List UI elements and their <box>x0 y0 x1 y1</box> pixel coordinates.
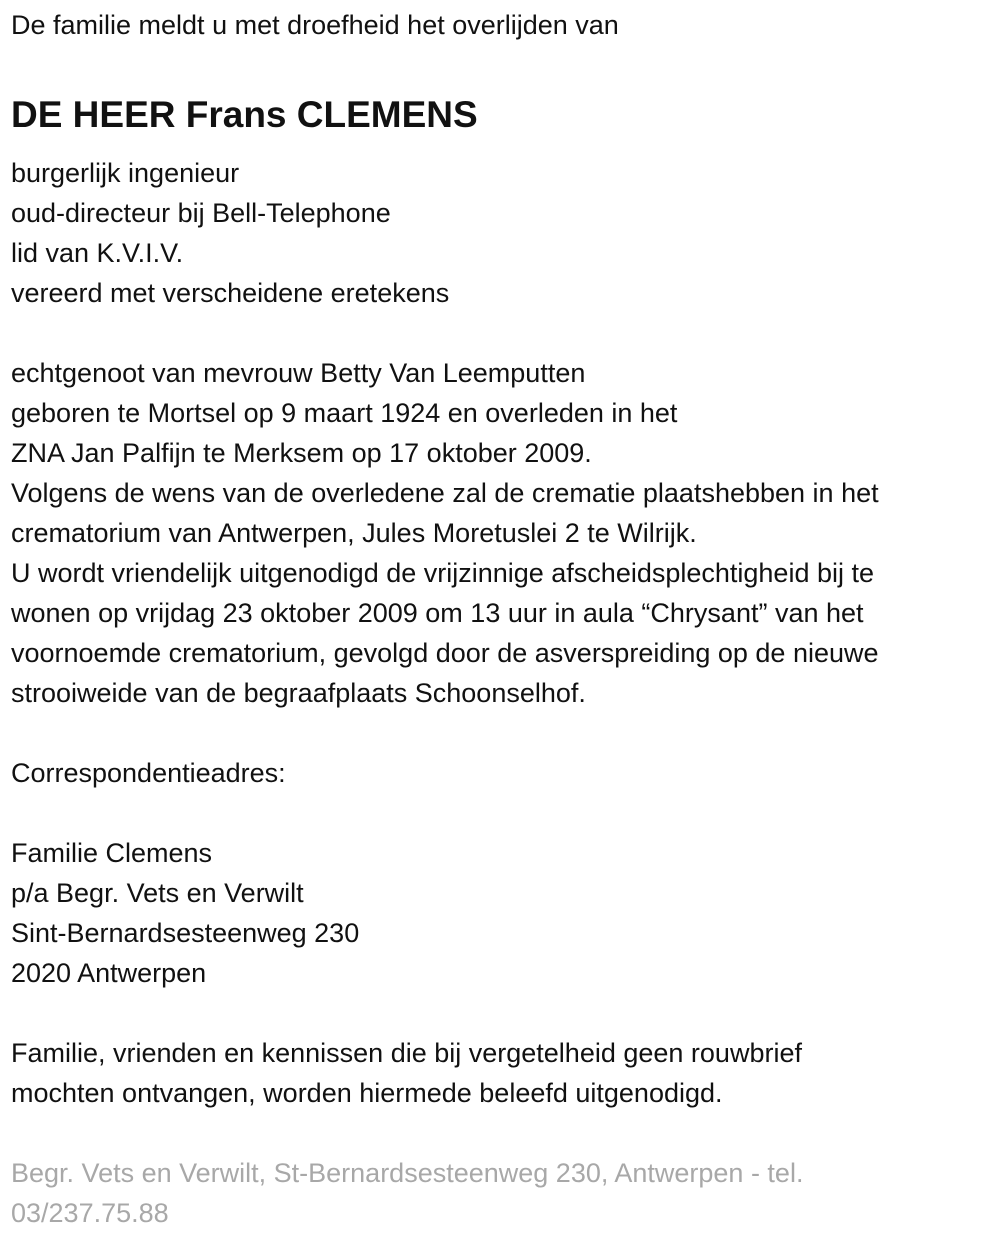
body-line: voornoemde crematorium, gevolgd door de asverspreiding op de nieuwe <box>11 638 879 668</box>
closing-text <box>11 1033 1000 1113</box>
body-line: Volgens de wens van de overledene zal de crematie plaatshebben in het <box>11 478 879 508</box>
title-line: oud-directeur bij Bell-Telephone <box>11 198 391 228</box>
body-line: crematorium van Antwerpen, Jules Moretuslei 2 te Wilrijk. <box>11 518 697 548</box>
closing-line: Familie, vrienden en kennissen die bij vergetelheid geen rouwbrief <box>11 1038 802 1068</box>
address-line: p/a Begr. Vets en Verwilt <box>11 878 304 908</box>
body-line: echtgenoot van mevrouw Betty Van Leemputten <box>11 358 586 388</box>
address-block <box>11 833 1000 993</box>
address-line: 2020 Antwerpen <box>11 958 207 988</box>
address-line: Sint-Bernardsesteenweg 230 <box>11 918 360 948</box>
deceased-name: DE HEER Frans CLEMENS <box>11 94 478 135</box>
body-line: wonen op vrijdag 23 oktober 2009 om 13 uur in aula “Chrysant” van het <box>11 598 864 628</box>
body-line: ZNA Jan Palfijn te Merksem op 17 oktober 2009. <box>11 438 592 468</box>
body-line: U wordt vriendelijk uitgenodigd de vrijzinnige afscheidsplechtigheid bij te <box>11 558 874 588</box>
body-text <box>11 353 1000 713</box>
funeral-home-footer <box>11 1153 1000 1233</box>
closing-line: mochten ontvangen, worden hiermede beleefd uitgenodigd. <box>11 1078 723 1108</box>
footer-line: Begr. Vets en Verwilt, St-Bernardsesteenweg 230, Antwerpen - tel. <box>11 1158 804 1188</box>
titles-list <box>11 153 1000 313</box>
address-line: Familie Clemens <box>11 838 213 868</box>
title-line: vereerd met verscheidene eretekens <box>11 278 450 308</box>
footer-phone: 03/237.75.88 <box>11 1198 169 1228</box>
body-line: geboren te Mortsel op 9 maart 1924 en overleden in het <box>11 398 678 428</box>
intro-text: De familie meldt u met droefheid het overlijden van <box>11 10 619 40</box>
correspondence-label: Correspondentieadres: <box>11 758 286 788</box>
title-line: lid van K.V.I.V. <box>11 238 184 268</box>
body-line: strooiweide van de begraafplaats Schoonselhof. <box>11 678 586 708</box>
title-line: burgerlijk ingenieur <box>11 158 240 188</box>
